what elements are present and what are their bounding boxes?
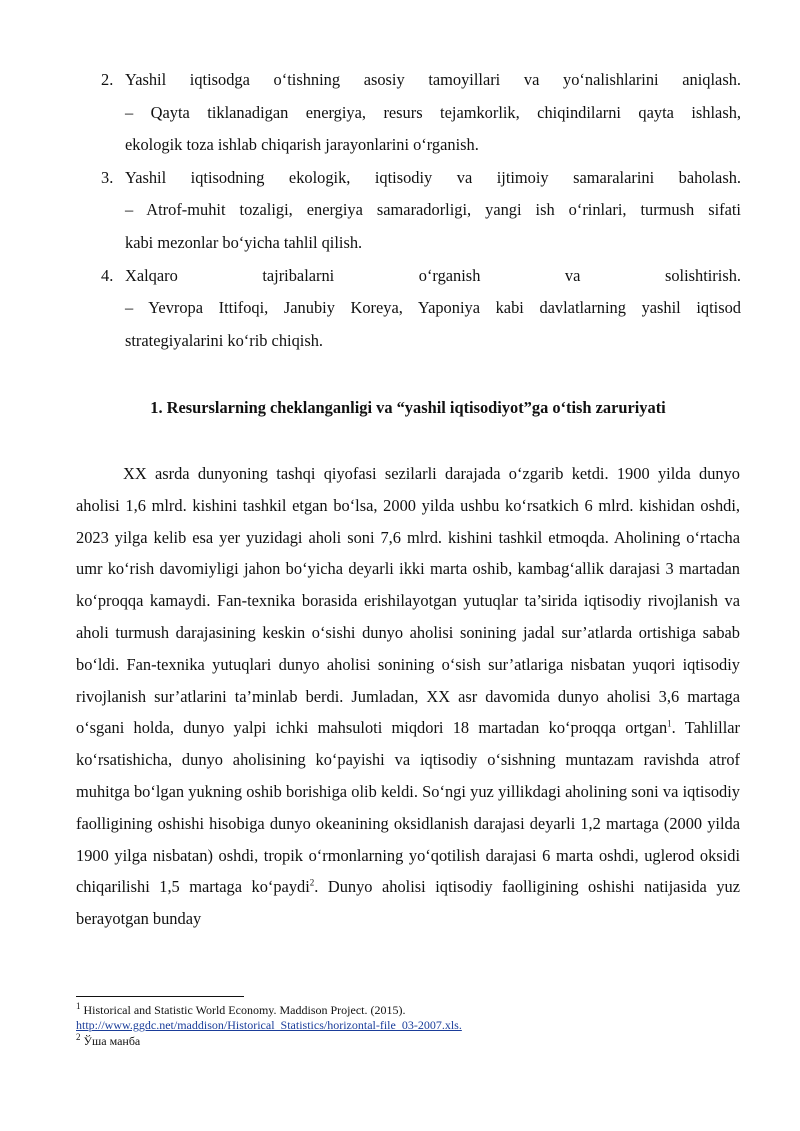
footnote-marker: 1 — [76, 1001, 81, 1011]
list-item — [101, 64, 741, 162]
footnote-marker: 2 — [76, 1032, 81, 1042]
footnote-text: Ўша манба — [80, 1034, 141, 1048]
list-item — [101, 260, 741, 358]
body-text: XX asrda dunyoning tashqi qiyofasi sezilarli darajada o‘zgarib ketdi. 1900 yilda dunyo aholisi 1,6 mlrd. kishini tashkil etgan bo‘lsa, 2000 yilda ushbu ko‘rsatkich 6 mlrd. kishidan oshdi, 2023 yilga kelib esa yer yuzidagi aholi soni 7,6 mlrd. kishini tashkil etmoqda. Aholining o‘rtacha umr ko‘rish davomiyligi jahon bo‘yicha deyarli ikki marta oshib, kambag‘allik darajasi 3 martadan ko‘proqqa kamaydi. Fan-texnika borasida erishilayotgan yutuqlar ta’sirida iqtisodiy rivojlanish va aholi turmush darajasining keskin o‘sishi dunyo aholisi sonining jadal sur’atlarda ortishiga sabab bo‘ldi. Fan-texnika yutuqlari dunyo aholisi sonining o‘sish sur’atlariga nisbatan yuqori iqtisodiy rivojlanish sur’atlarini ta’minlab berdi. Jumladan, XX asr davomida dunyo aholisi 3,6 martaga o‘sgani holda, dunyo yalpi ichki mahsuloti miqdori 18 martadan ko‘proqqa ortgan — [76, 464, 740, 738]
list-item-number: 2. — [101, 70, 114, 89]
footnote-ref[interactable]: 1 — [667, 718, 672, 729]
list-item-line: kabi mezonlar bo‘yicha tahlil qilish. — [125, 232, 363, 252]
list-item-line: – Yevropa Ittifoqi, Janubiy Koreya, Yaponiya kabi davlatlarning yashil iqtisod — [125, 298, 741, 318]
list-item-line: ekologik toza ishlab chiqarish jarayonlarini o‘rganish. — [125, 135, 479, 155]
footnote-divider — [76, 996, 244, 997]
list-item-line: Yashil iqtisodga o‘tishning asosiy tamoyillari va yo‘nalishlarini aniqlash. — [125, 70, 741, 89]
list-item-number: 3. — [101, 167, 114, 187]
list-item-line: – Atrof-muhit tozaligi, energiya samaradorligi, yangi ish o‘rinlari, turmush sifati — [125, 200, 741, 220]
body-paragraph — [76, 458, 740, 935]
footnote — [76, 1003, 740, 1033]
list-item-line: – Qayta tiklanadigan energiya, resurs tejamkorlik, chiqindilarni qayta ishlash, — [125, 102, 741, 122]
list-item-line: Yashil iqtisodning ekologik, iqtisodiy va ijtimoiy samaralarini baholash. — [125, 167, 741, 187]
list-item-line: strategiyalarini ko‘rib chiqish. — [125, 330, 324, 350]
objectives-list — [101, 64, 741, 357]
footnote-ref[interactable]: 2 — [309, 877, 315, 888]
footnote-text: Historical and Statistic World Economy. Maddison Project. (2015). — [80, 1003, 406, 1017]
list-item-number: 4. — [101, 265, 114, 285]
section-heading: 1. Resurslarning cheklanganligi va “yashil iqtisodiyot”ga o‘tish zaruriyati — [150, 398, 666, 417]
body-text: . Tahlillar ko‘rsatishicha, dunyo aholisining ko‘payishi va iqtisodiy o‘sishning muntazam ravishda atrof muhitga bo‘lgan yukning oshib borishiga olib keldi. So‘ngi yuz yillikdagi aholining soni va iqtisodiy faolligining oshishi hisobiga dunyo okeanining oksidlanish darajasi deyarli 1,2 martaga (2000 yilda 1900 yilga nisbatan) oshdi, tropik o‘rmonlarning yo‘qotilish darajasi 6 marta oshdi, uglerod oksidi chiqarilishi 1,5 martaga ko‘paydi — [76, 718, 740, 897]
footnote — [76, 1034, 740, 1049]
footnote-link[interactable]: http://www.ggdc.net/maddison/Historical_Statistics/horizontal-file_03-2007.xls. — [76, 1018, 462, 1032]
list-item-line: Xalqaro tajribalarni o‘rganish va solishtirish. — [125, 265, 741, 285]
body-text: . Dunyo aholisi iqtisodiy faolligining oshishi natijasida yuz berayotgan bunday — [76, 877, 740, 929]
list-item — [101, 162, 741, 260]
